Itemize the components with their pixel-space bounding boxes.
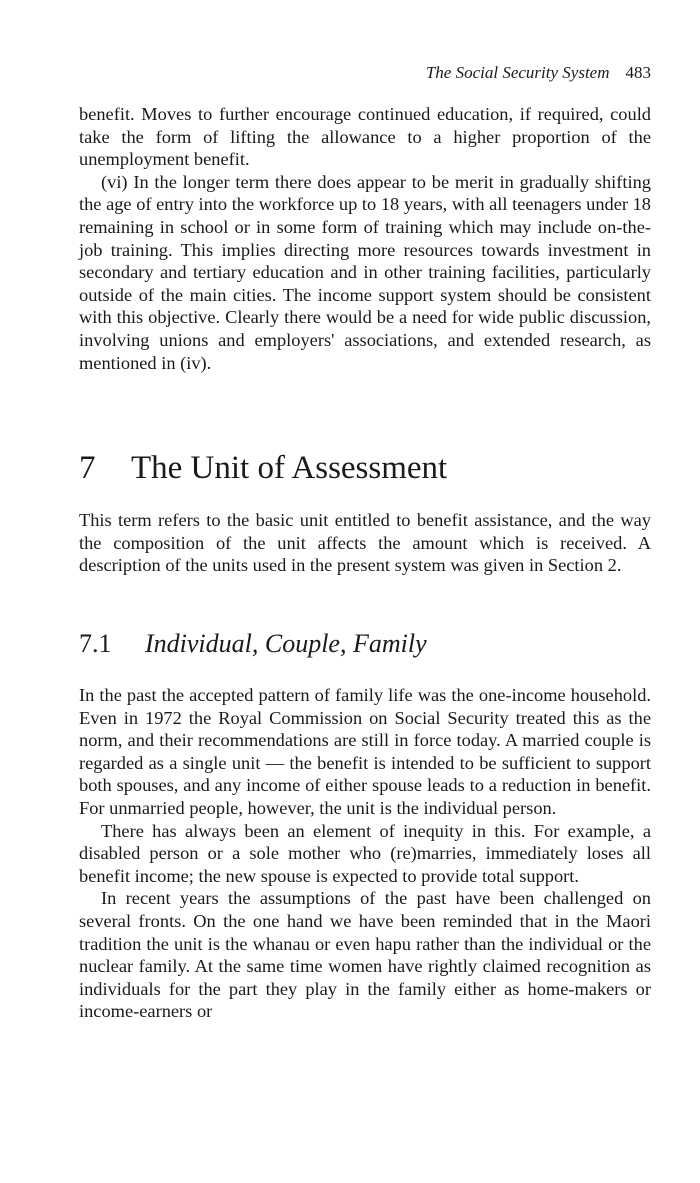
paragraph: In the past the accepted pattern of family life was the one-income household. Even in 1972 the Royal Commission on Social Security treated this as the norm, and their recommendations are still in force today. A married couple is regarded as a single unit — the benefit is intended to be sufficient to support both spouses, and any income of either spouse leads to a reduction in benefit. For unmarried people, however, the unit is the individual person. xyxy=(79,685,651,818)
subsection-heading xyxy=(79,628,427,660)
subsection-title: Individual, Couple, Family xyxy=(145,629,427,658)
section-heading xyxy=(79,448,447,488)
paragraph: In recent years the assumptions of the past have been challenged on several fronts. On the one hand we have been reminded that in the Maori tradition the unit is the whanau or even hapu rather than the individual or the nuclear family. At the same time women have rightly claimed recognition as individuals for the part they play in the family either as home-makers or income-earners or xyxy=(79,888,651,1022)
subsection-number: 7.1 xyxy=(79,629,112,658)
section-title: The Unit of Assessment xyxy=(131,450,448,486)
section-intro xyxy=(79,509,651,577)
paragraph: There has always been an element of inequity in this. For example, a disabled person or a sole mother who (re)marries, immediately loses all benefit income; the new spouse is expected to provide total support. xyxy=(79,820,651,886)
continued-text xyxy=(79,103,651,374)
running-head-title: The Social Security System xyxy=(425,63,610,82)
subsection-body xyxy=(79,684,651,1023)
running-head xyxy=(79,62,651,84)
section-number: 7 xyxy=(79,450,96,486)
paragraph: (vi) In the longer term there does appear to be merit in gradually shifting the age of entry into the workforce up to 18 years, with all teenagers under 18 remaining in school or in some form of training which may include on-the-job training. This implies directing more resources towards investment in secondary and tertiary education and in other training facilities, particularly outside of the main cities. The income support system should be consistent with this objective. Clearly there would be a need for wide public discussion, involving unions and employers' associations, and extended research, as mentioned in (iv). xyxy=(79,171,651,373)
paragraph: This term refers to the basic unit entitled to benefit assistance, and the way the composition of the unit affects the amount which is received. A description of the units used in the present system was given in Section 2. xyxy=(79,510,651,576)
paragraph: benefit. Moves to further encourage continued education, if required, could take the form of lifting the allowance to a higher proportion of the unemployment benefit. xyxy=(79,104,651,170)
page-number: 483 xyxy=(625,63,651,82)
